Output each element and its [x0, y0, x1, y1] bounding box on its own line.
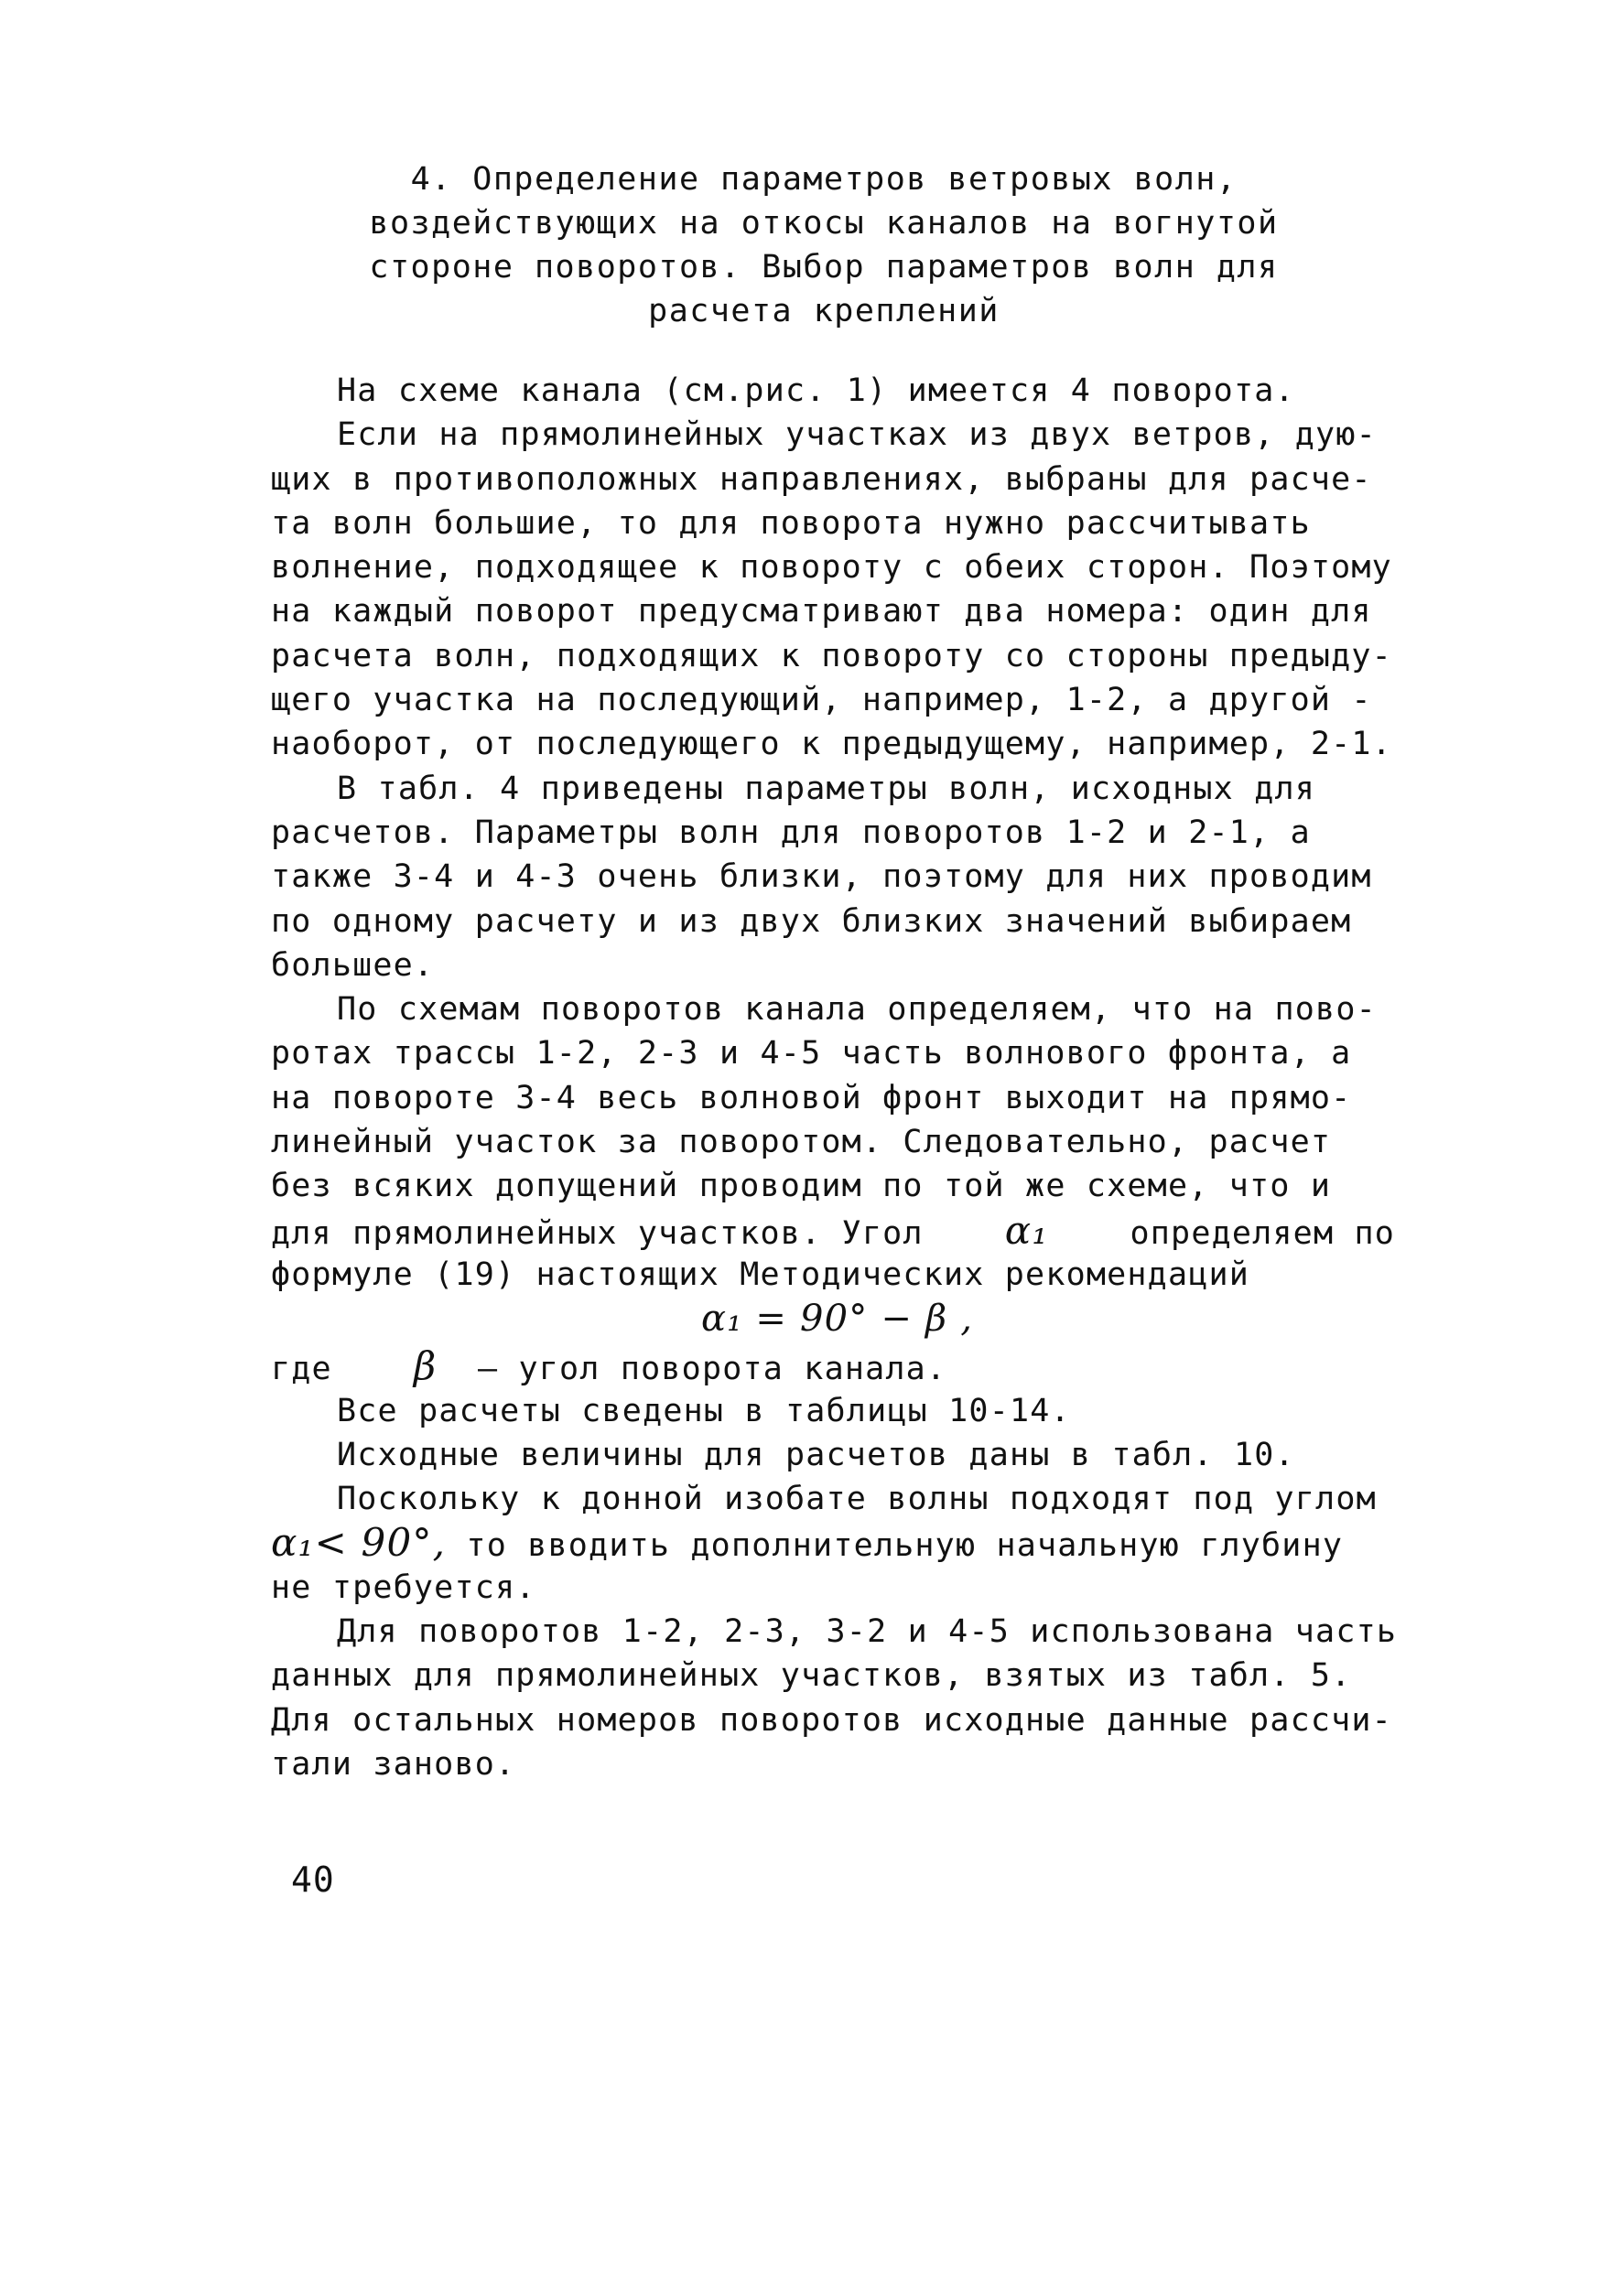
line-text: где — [271, 1351, 332, 1388]
paragraph-line: Для поворотов 1-2, 2-3, 3-2 и 4-5 использована часть — [337, 1613, 1398, 1651]
body-text — [271, 369, 1516, 1786]
paragraph-line: большее. — [271, 946, 435, 984]
heading-line: стороне поворотов. Выбор параметров волн для — [369, 249, 1279, 286]
paragraph-line — [271, 1521, 1516, 1565]
paragraph-line: линейный участок за поворотом. Следовательно, расчет — [271, 1124, 1332, 1161]
formula: α₁ = 90° − β , — [701, 1298, 974, 1341]
paragraph-line: Поскольку к донной изобате волны подходят под углом — [337, 1481, 1377, 1518]
line-text: то вводить дополнительную начальную глубину — [466, 1527, 1344, 1565]
paragraph-line: также 3-4 и 4-3 очень близки, поэтому для них проводим — [271, 858, 1372, 896]
paragraph-line: щего участка на последующий, например, 1-2, а другой - — [271, 682, 1372, 719]
paragraph-line: В табл. 4 приведены параметры волн, исходных для — [337, 770, 1316, 807]
paragraph-line: наоборот, от последующего к предыдущему, например, 2-1. — [271, 726, 1392, 763]
paragraph-line — [271, 1209, 1516, 1253]
paragraph-line: тали заново. — [271, 1745, 516, 1783]
paragraph-line: без всяких допущений проводим по той же схеме, что и — [271, 1168, 1332, 1205]
paragraph-line: На схеме канала (см.рис. 1) имеется 4 поворота. — [337, 372, 1295, 409]
line-text: для прямолинейных участков. Угол — [271, 1214, 924, 1252]
paragraph-line: расчетов. Параметры волн для поворотов 1-2 и 2-1, а — [271, 814, 1311, 851]
paragraph-line: Все расчеты сведены в таблицы 10-14. — [337, 1392, 1071, 1429]
paragraph-line: волнение, подходящее к повороту с обеих сторон. Поэтому — [271, 549, 1392, 587]
alpha-symbol: α₁ — [1004, 1207, 1049, 1253]
paragraph-line — [271, 1344, 1516, 1388]
alpha-inequality: α₁< 90°, — [271, 1520, 447, 1566]
paragraph-line: по одному расчету и из двух близких значений выбираем — [271, 902, 1352, 940]
heading-line: расчета креплений — [648, 293, 1000, 329]
page-number: 40 — [291, 1859, 335, 1900]
heading-line: воздействующих на откосы каналов на вогнутой — [369, 205, 1279, 242]
paragraph-line: не требуется. — [271, 1568, 536, 1606]
heading-line: 4. Определение параметров ветровых волн, — [410, 161, 1238, 198]
paragraph-line: та волн большие, то для поворота нужно рассчитывать — [271, 504, 1311, 542]
paragraph-line: Если на прямолинейных участках из двух ветров, дую- — [337, 416, 1377, 454]
section-heading — [275, 157, 1373, 333]
paragraph-line: на каждый поворот предусматривают два номера: один для — [271, 593, 1372, 631]
paragraph-line: Исходные величины для расчетов даны в табл. 10. — [337, 1436, 1295, 1473]
paragraph-line: на повороте 3-4 весь волновой фронт выходит на прямо- — [271, 1079, 1352, 1116]
paragraph-line: данных для прямолинейных участков, взятых из табл. 5. — [271, 1657, 1352, 1695]
paragraph-line: ротах трассы 1-2, 2-3 и 4-5 часть волнового фронта, а — [271, 1035, 1352, 1073]
paragraph-line: расчета волн, подходящих к повороту со стороны предыду- — [271, 637, 1392, 674]
paragraph-line: По схемам поворотов канала определяем, что на пово- — [337, 991, 1377, 1029]
paragraph-line: Для остальных номеров поворотов исходные данные рассчи- — [271, 1701, 1392, 1739]
paragraph-line: щих в противоположных направлениях, выбраны для расче- — [271, 460, 1372, 498]
line-text: – угол поворота канала. — [477, 1351, 947, 1388]
line-text: определяем по — [1130, 1214, 1396, 1252]
paragraph-line: формуле (19) настоящих Методических рекомендаций — [271, 1256, 1250, 1293]
beta-symbol: β — [413, 1343, 438, 1389]
